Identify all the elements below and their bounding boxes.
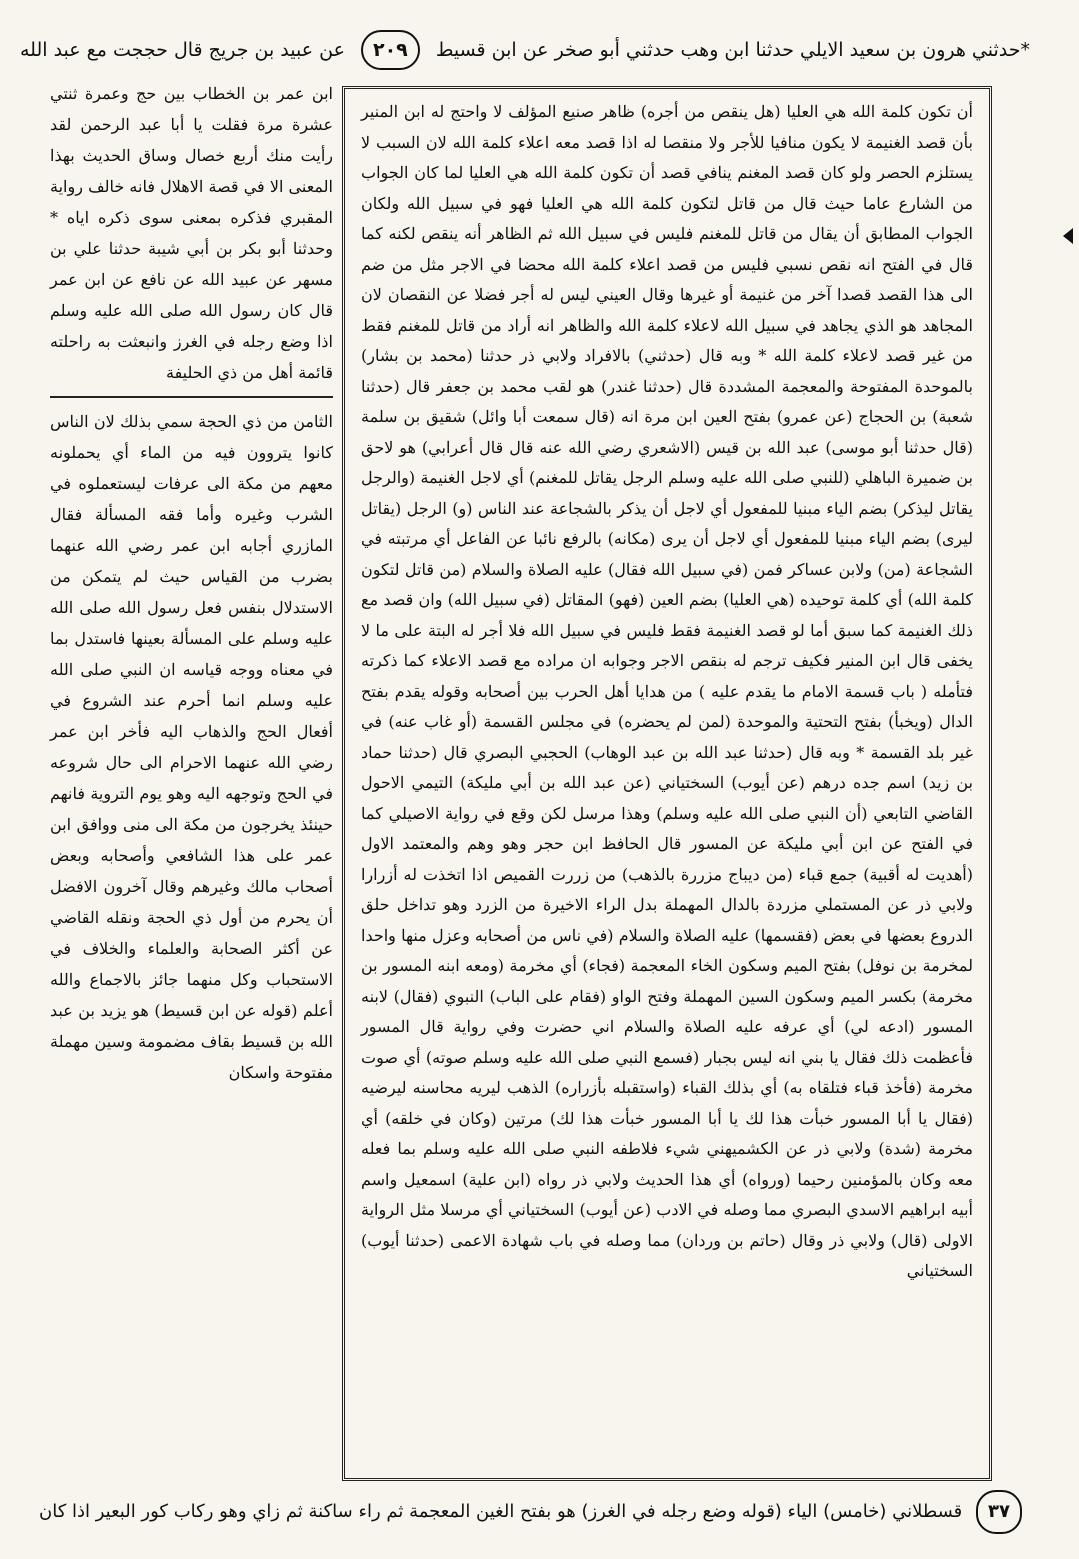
side-top-block xyxy=(50,78,333,388)
side-bottom-text: الثامن من ذي الحجة سمي بذلك لان الناس كانوا يتروون فيه من الماء أي يحملونه معهم من مكة الى عرفات ليستعملوه في الشرب وغيره وأما فقه المسألة فقال المازري أجابه ابن عمر رضي الله عنهما بضرب من القياس حيث لم يتمكن من الاستدلال بنفس فعل رسول الله صلى الله عليه وسلم على المسألة بعينها فاستدل بما في معناه ووجه قياسه ان النبي صلى الله عليه وسلم انما أحرم عند الشروع في أفعال الحج والذهاب اليه فأخر ابن عمر رضي الله عنهما الاحرام الى حال شروعه في الحج وتوجهه اليه وهو يوم التروية فانهم حينئذ يخرجون من مكة الى منى ووافق ابن عمر على هذا الشافعي وأصحابه وبعض أصحاب مالك وغيرهم وقال آخرون الافضل أن يحرم من أول ذي الحجة ونقله القاضي عن أكثر الصحابة والعلماء والخلاف في الاستحباب وكل منهما جائز بالاجماع والله أعلم (قوله عن ابن قسيط) هو يزيد بن عبد الله بن قسيط بقاف مضمومة وسين مهملة مفتوحة واسكان xyxy=(50,412,333,1082)
main-text-body: أن تكون كلمة الله هي العليا (هل ينقص من أجره) ظاهر صنيع المؤلف لا واحتج له ابن المنير بأن قصد الغنيمة لا يكون منافيا للأجر ولا منقصا له اذا قصد معه اعلاء كلمة الله لان السبب لا يستلزم الحصر ولو كان قصد المغنم ينافي قصد أن تكون كلمة الله هي العليا لما كان الجواب من الشارع عاما حيث قال من قاتل لتكون كلمة الله هي العليا فهو في سبيل الله ولكان الجواب المطابق أن يقال من قاتل للمغنم فليس في سبيل الله ثم الظاهر أنه ينقص لكنه كما قال في الفتح انه نقص نسبي فليس من قصد اعلاء كلمة الله محضا في الاجر مثل من ضم الى هذا القصد قصدا آخر من غنيمة أو غيرها وقال العيني ليس له أجر فضلا عن النقصان لان المجاهد هو الذي يجاهد في سبيل الله لاعلاء كلمة الله والظاهر انه أراد من قاتل للمغنم فقط من غير قصد لاعلاء كلمة الله * وبه قال (حدثني) بالافراد ولابي ذر حدثنا (محمد بن بشار) بالموحدة المفتوحة والمعجمة المشددة قال (حدثنا غندر) هو لقب محمد بن جعفر قال (حدثنا شعبة) بن الحجاج (عن عمرو) بفتح العين ابن مرة انه (قال سمعت أبا وائل) شقيق بن سلمة (قال حدثنا أبو موسى) عبد الله بن قيس (الاشعري رضي الله عنه قال قال أعرابي) هو لاحق بن ضميرة الباهلي (للنبي صلى الله عليه وسلم الرجل يقاتل للمغنم) أي لاجل الغنيمة (والرجل يقاتل ليذكر) بضم الياء مبنيا للمفعول أي لاجل أن يذكر بالشجاعة عند الناس (و) الرجل (يقاتل ليرى) بضم الياء مبنيا للمفعول أي لاجل أن يرى (مكانه) بالرفع نائبا عن الفاعل أي مرتبته في الشجاعة (من) ولابن عساكر فمن (في سبيل الله فقال) عليه الصلاة والسلام (من قاتل لتكون كلمة الله) أي كلمة توحيده (هي العليا) بضم العين (فهو) المقاتل (في سبيل الله) وان قصد مع ذلك الغنيمة كما سبق أما لو قصد الغنيمة فقط فليس في سبيل الله فلا أجر له البتة على ما لا يخفى قال ابن المنير فكيف ترجم له بنقص الاجر وجوابه ان مراده مع قصد الاعلاء كما ذكرته فتأمله ( باب قسمة الامام ما يقدم عليه ) من هدايا أهل الحرب بين أصحابه وقوله يقدم بفتح الدال (ويخبأ) بفتح التحتية والموحدة (لمن لم يحضره) في مجلس القسمة (أو غاب عنه) في غير بلد القسمة * وبه قال (حدثنا عبد الله بن عبد الوهاب) الحجبي البصري قال (حدثنا حماد بن زيد) اسم جده درهم (عن أيوب) السختياني (عن عبد الله بن أبي مليكة) التيمي الاحول القاضي التابعي (أن النبي صلى الله عليه وسلم) وهذا مرسل لكن وقع في رواية الاصيلي كما في الفتح عن ابن أبي مليكة عن المسور قال الحافظ ابن حجر وهو وهم والمعتمد الاول (أهديت له أقبية) جمع قباء (من ديباج مزررة بالذهب) من زررت القميص اذا اتخذت له أزرارا ولابي ذر عن المستملي مزردة بالدال المهملة بدل الراء الاخيرة من الزرد وهو تداخل حلق الدروع بعضها في بعض (فقسمها) عليه الصلاة والسلام (في ناس من أصحابه وعزل منها واحدا لمخرمة بن نوفل) بفتح الميم وسكون الخاء المعجمة (فجاء) أي مخرمة (ومعه ابنه المسور بن مخرمة) بكسر الميم وسكون السين المهملة وفتح الواو (فقام على الباب) النبوي (فقال) لابنه المسور (ادعه لي) أي عرفه عليه الصلاة والسلام اني حضرت وفي رواية قال المسور فأعظمت ذلك فقال يا بني انه ليس بجبار (فسمع النبي صلى الله عليه وسلم صوته) أي صوت مخرمة (فأخذ قباء فتلقاه به) أي بذلك القباء (واستقبله بأزراره) الذهب ليريه محاسنه ليرضيه (فقال يا أبا المسور خبأت هذا لك يا أبا المسور خبأت هذا لك) مرتين (وكان في خلقه) أي مخرمة (شدة) ولابي ذر عن الكشميهني شيء فلاطفه النبي صلى الله عليه وسلم بما فعله معه وكان بالمؤمنين رحيما (ورواه) أي هذا الحديث ولابي ذر رواه (ابن علية) اسمعيل واسم أبيه ابراهيم الاسدي البصري مما وصله في الادب (عن أيوب) السختياني أي مرسلا مثل الرواية الاولى (قال) ولابي ذر وقال (حاتم بن وردان) مما وصله في باب شهادة الاعمى (حدثنا أيوب) السختياني xyxy=(361,102,973,1280)
side-divider xyxy=(50,396,333,398)
side-bottom-block xyxy=(50,406,333,1088)
side-top-text: ابن عمر بن الخطاب بين حج وعمرة ثنتي عشرة مرة فقلت يا أبا عبد الرحمن لقد رأيت منك أربع خصال وساق الحديث بهذا المعنى الا في قصة الاهلال فانه خالف رواية المقبري فذكره بمعنى سوى ذكره اياه * وحدثنا أبو بكر بن أبي شيبة حدثنا علي بن مسهر عن عبيد الله عن نافع عن ابن عمر قال كان رسول الله صلى الله عليه وسلم اذا وضع رجله في الغرز وانبعثت به راحلته قائمة أهل من ذي الحليفة xyxy=(50,84,333,382)
header-left-text: عن عبيد بن جريج قال حججت مع عبد الله xyxy=(20,39,345,61)
main-text-frame xyxy=(342,86,992,1481)
footer-text: قسطلاني (خامس) الياء (قوله وضع رجله في الغرز) هو بفتح الغين المعجمة ثم راء ساكنة ثم زاي وهو ركاب كور البعير اذا كان xyxy=(39,1501,963,1522)
margin-commentary xyxy=(50,78,333,1488)
footer-page-number: ٣٧ xyxy=(976,1490,1022,1534)
page-header xyxy=(20,30,1030,66)
page-footer xyxy=(39,1490,1030,1530)
page-number: ٢٠٩ xyxy=(361,30,420,70)
header-right-text: *حدثني هرون بن سعيد الايلي حدثنا ابن وهب حدثني أبو صخر عن ابن قسيط xyxy=(435,39,1030,61)
margin-arrow-icon xyxy=(1063,228,1073,244)
